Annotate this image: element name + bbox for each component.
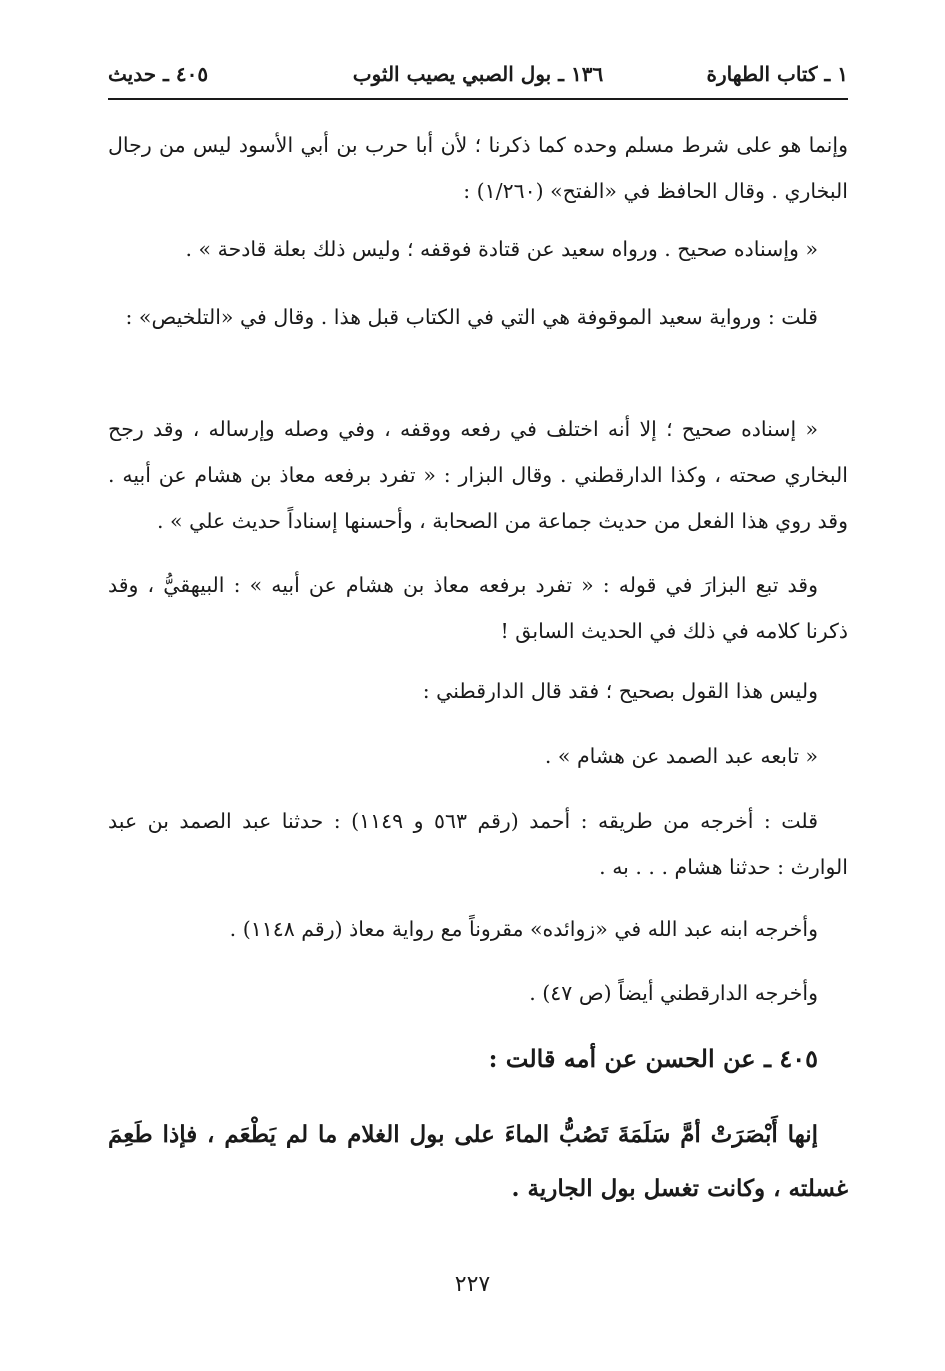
hadith-heading: ٤٠٥ ـ عن الحسن عن أمه قالت : — [488, 1044, 818, 1073]
page-number: ٢٢٧ — [454, 1272, 491, 1297]
header-divider — [108, 98, 848, 100]
header-chapter-title: ١٣٦ ـ بول الصبي يصيب الثوب — [352, 62, 604, 86]
quote-fath: « وإسناده صحيح . ورواه سعيد عن قتادة فوقفه ؛ وليس ذلك بعلة قادحة » . — [185, 237, 818, 261]
header-book-title: ١ ـ كتاب الطهارة — [706, 62, 848, 86]
paragraph-talkhis: قلت : ورواية سعيد الموقوفة هي التي في الكتاب قبل هذا . وقال في «التلخيص» : — [125, 305, 818, 329]
paragraph-daraqutni-2: وأخرجه الدارقطني أيضاً (ص ٤٧) . — [529, 981, 818, 1005]
header-hadith-number: ٤٠٥ ـ حديث — [108, 62, 209, 86]
running-header — [108, 56, 848, 94]
quote-talkhis: « إسناده صحيح ؛ إلا أنه اختلف في رفعه ووقفه ، وفي وصله وإرساله ، وقد رجح البخاري صحته ، وكذا الدارقطني . وقال البزار : « تفرد برفعه معاذ بن هشام عن أبيه . وقد روي هذا الفعل من حديث جماعة من الصحابة ، وأحسنها إسناداً حديث علي » . — [108, 417, 848, 533]
paragraph-ahmad: قلت : أخرجه من طريقه : أحمد (رقم ٥٦٣ و ١١٤٩) : حدثنا عبد الصمد بن عبد الوارث : حدثنا هشام . . . به . — [108, 809, 848, 879]
paragraph-daraqutni: وليس هذا القول بصحيح ؛ فقد قال الدارقطني : — [422, 679, 818, 703]
paragraph-bayhaqi: وقد تبع البزارَ في قوله : « تفرد برفعه معاذ بن هشام عن أبيه » : البيهقيُّ ، وقد ذكرنا كلامه في ذلك في الحديث السابق ! — [108, 573, 848, 643]
quote-abd-al-samad: « تابعه عبد الصمد عن هشام » . — [544, 744, 818, 768]
paragraph-1: وإنما هو على شرط مسلم وحده كما ذكرنا ؛ لأن أبا حرب بن أبي الأسود ليس من رجال البخاري . وقال الحافظ في «الفتح» (١/٢٦٠) : — [108, 133, 848, 203]
hadith-body: إنها أَبْصَرَتْ أمَّ سَلَمَةَ تَصُبُّ الماءَ على بول الغلام ما لم يَطْعَم ، فإذا طَعِمَ غسلته ، وكانت تغسل بول الجارية . — [108, 1121, 848, 1202]
paragraph-zawaid: وأخرجه ابنه عبد الله في «زوائده» مقروناً مع رواية معاذ (رقم ١١٤٨) . — [229, 917, 818, 941]
